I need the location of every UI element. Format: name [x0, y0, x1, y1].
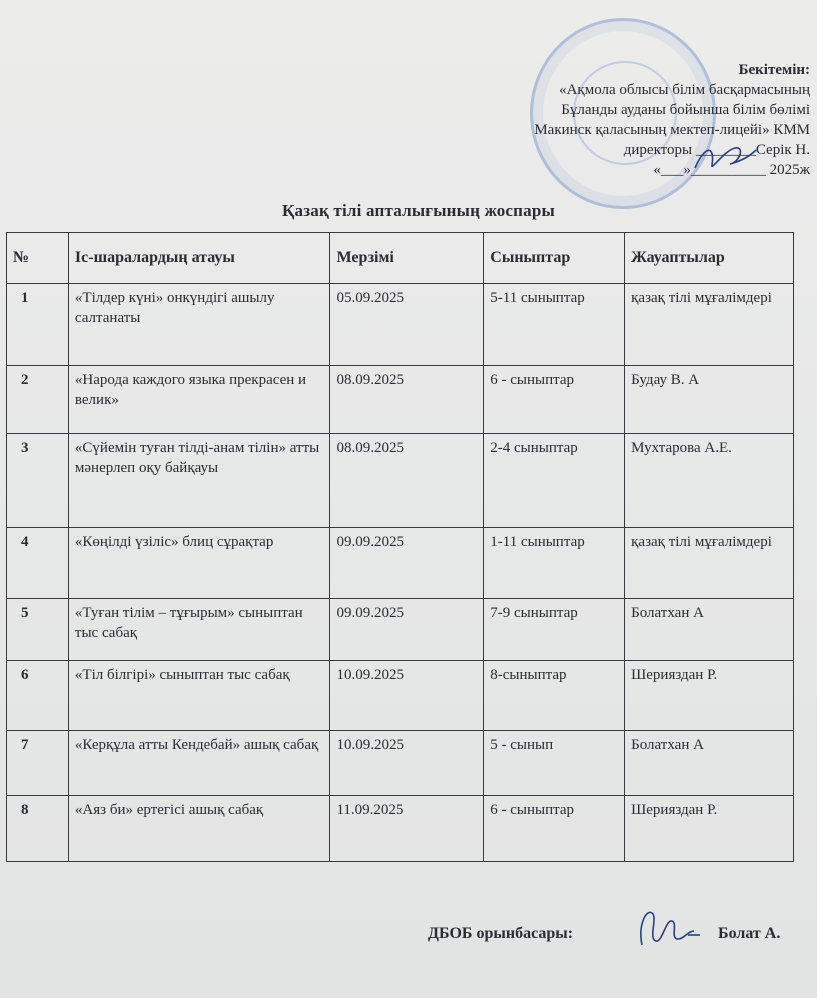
row-responsible: Будау В. А: [625, 366, 794, 434]
approval-heading: Бекітемін:: [738, 62, 810, 78]
header-number: №: [7, 233, 69, 284]
row-event-name: «Народа каждого языка прекрасен и велик»: [68, 366, 330, 434]
table-row: [7, 366, 794, 434]
row-event-name: «Аяз би» ертегісі ашық сабақ: [68, 796, 330, 862]
row-number: 8: [7, 796, 69, 862]
row-event-name: «Керқұла атты Кендебай» ашық сабақ: [68, 731, 330, 796]
row-responsible: Мухтарова А.Е.: [625, 434, 794, 528]
director-signature: [690, 140, 760, 175]
table-row: [7, 528, 794, 599]
row-date: 11.09.2025: [330, 796, 484, 862]
row-classes: 6 - сыныптар: [484, 796, 625, 862]
approval-line-1: «Ақмола облысы білім басқармасының: [559, 82, 810, 98]
header-classes: Сыныптар: [484, 233, 625, 284]
row-classes: 6 - сыныптар: [484, 366, 625, 434]
row-number: 1: [7, 284, 69, 366]
row-number: 7: [7, 731, 69, 796]
row-date: 08.09.2025: [330, 366, 484, 434]
row-event-name: «Сүйемін туған тілді-анам тілін» атты мәнерлеп оқу байқауы: [68, 434, 330, 528]
table-row: [7, 284, 794, 366]
table-row: [7, 599, 794, 661]
row-classes: 2-4 сыныптар: [484, 434, 625, 528]
row-date: 10.09.2025: [330, 731, 484, 796]
row-responsible: қазақ тілі мұғалімдері: [625, 528, 794, 599]
footer-name: Болат А.: [718, 925, 781, 942]
row-event-name: «Көңілді үзіліс» блиц сұрақтар: [68, 528, 330, 599]
row-event-name: «Тіл білгірі» сыныптан тыс сабақ: [68, 661, 330, 731]
row-date: 05.09.2025: [330, 284, 484, 366]
table-row: [7, 434, 794, 528]
row-number: 4: [7, 528, 69, 599]
row-classes: 1-11 сыныптар: [484, 528, 625, 599]
row-number: 3: [7, 434, 69, 528]
approval-line-5: «___»__________ 2025ж: [653, 162, 810, 178]
row-number: 6: [7, 661, 69, 731]
document-title: Қазақ тілі апталығының жоспары: [282, 201, 555, 220]
approval-line-3: Макинск қаласының мектеп-лицейі» КММ: [534, 122, 810, 138]
row-date: 10.09.2025: [330, 661, 484, 731]
table-row: [7, 796, 794, 862]
table-row: [7, 731, 794, 796]
plan-table: [6, 232, 794, 862]
header-date: Мерзімі: [330, 233, 484, 284]
table-row: [7, 661, 794, 731]
row-responsible: Болатхан А: [625, 731, 794, 796]
footer-role: ДБОБ орынбасары:: [428, 925, 574, 942]
row-number: 2: [7, 366, 69, 434]
row-responsible: қазақ тілі мұғалімдері: [625, 284, 794, 366]
row-event-name: «Туған тілім – тұғырым» сыныптан тыс сабақ: [68, 599, 330, 661]
row-event-name: «Тілдер күні» онкүндігі ашылу салтанаты: [68, 284, 330, 366]
row-classes: 5-11 сыныптар: [484, 284, 625, 366]
row-date: 09.09.2025: [330, 528, 484, 599]
approval-line-2: Бұланды ауданы бойынша білім бөлімі: [561, 102, 810, 118]
table-header-row: [7, 233, 794, 284]
row-classes: 8-сыныптар: [484, 661, 625, 731]
header-event-name: Іс-шаралардың атауы: [68, 233, 330, 284]
row-responsible: Болатхан А: [625, 599, 794, 661]
row-classes: 7-9 сыныптар: [484, 599, 625, 661]
row-responsible: Шерияздан Р.: [625, 796, 794, 862]
header-responsible: Жауаптылар: [625, 233, 794, 284]
approval-line-4: директоры ________Серік Н.: [623, 142, 810, 158]
row-classes: 5 - сынып: [484, 731, 625, 796]
row-date: 09.09.2025: [330, 599, 484, 661]
row-number: 5: [7, 599, 69, 661]
deputy-signature: [632, 905, 702, 950]
row-responsible: Шерияздан Р.: [625, 661, 794, 731]
row-date: 08.09.2025: [330, 434, 484, 528]
